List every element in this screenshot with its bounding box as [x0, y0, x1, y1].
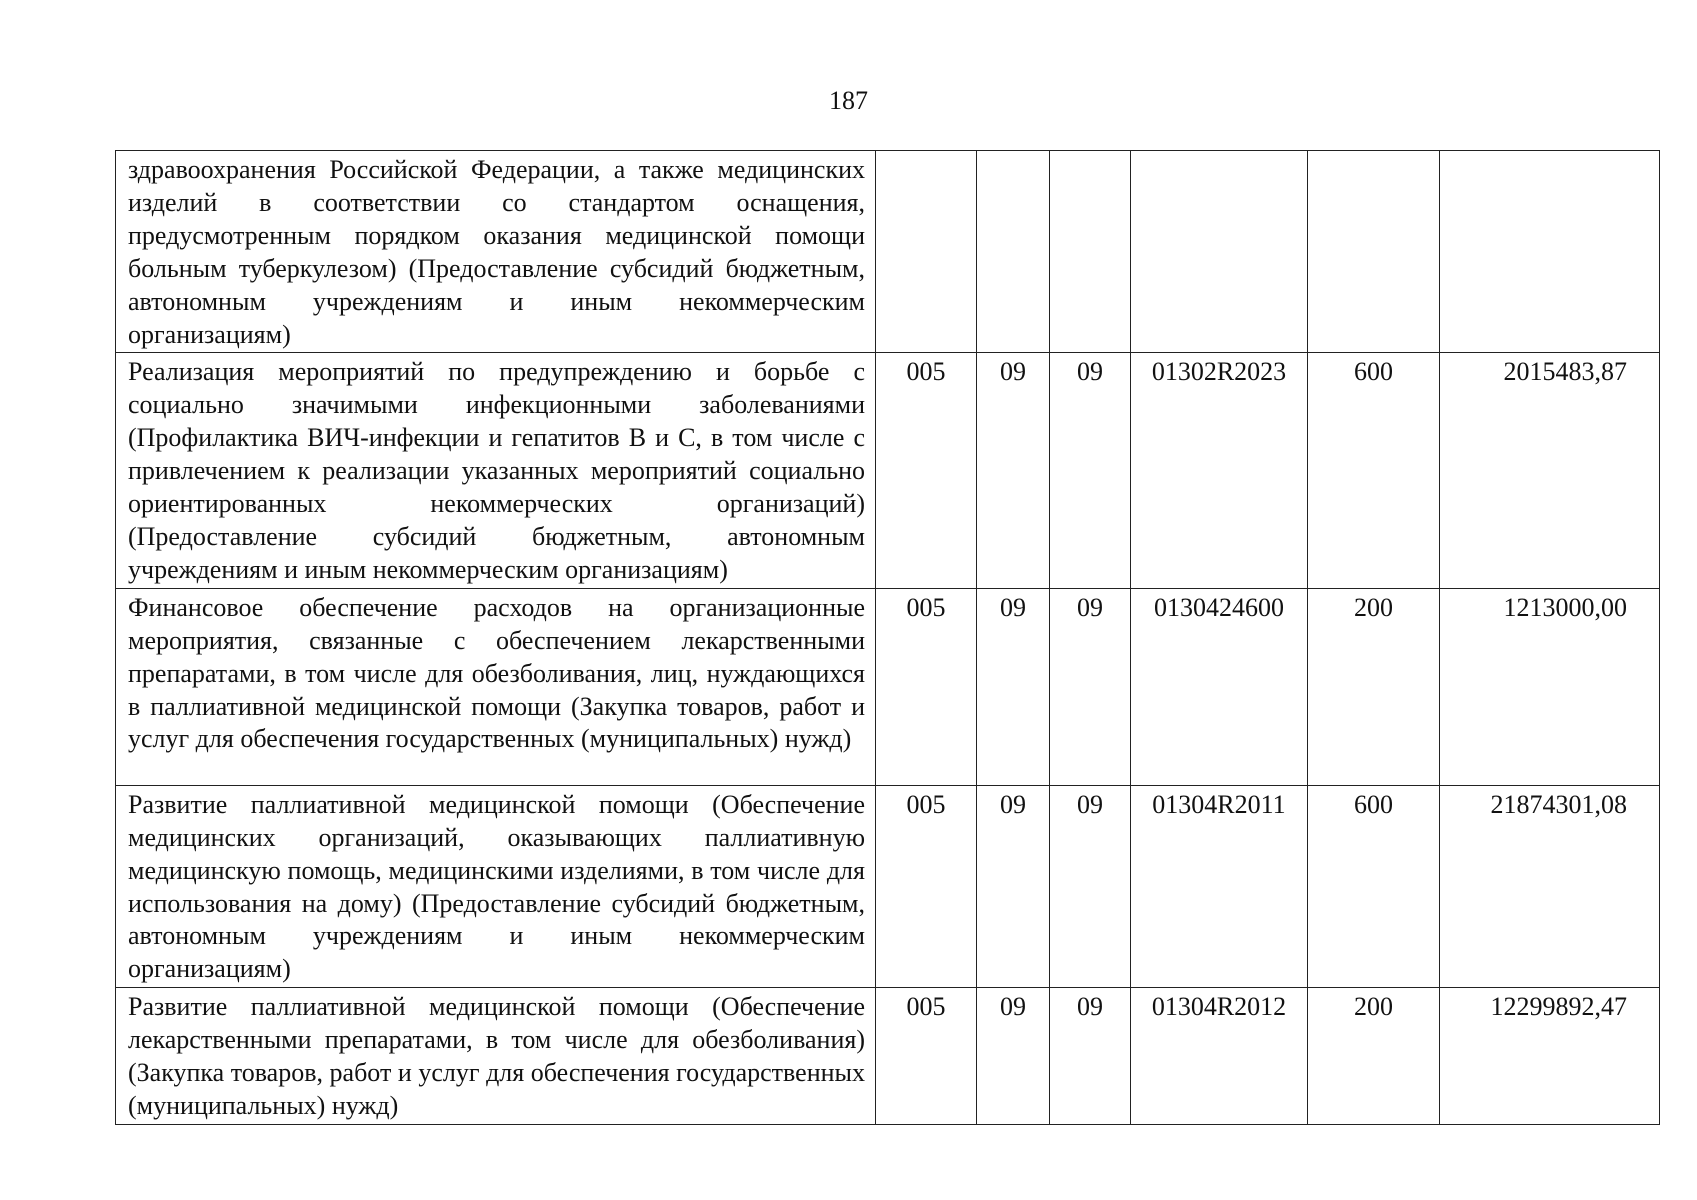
row-description: Развитие паллиативной медицинской помощи (Обеспечение медицинских организаций, оказывающих паллиативную медицинскую помощь, медицинскими изделиями, в том числе для использования на дому) (Предоставление субсидий бюджетным, автономным учреждениям и иным некоммерческим организациям)	[116, 785, 876, 987]
section-code	[977, 151, 1050, 353]
amount: 21874301,08	[1440, 785, 1660, 987]
section-code: 09	[977, 988, 1050, 1125]
table-row	[116, 588, 1660, 785]
ministry-code	[876, 151, 977, 353]
expense-type-code: 600	[1308, 785, 1440, 987]
section-code: 09	[977, 785, 1050, 987]
amount: 2015483,87	[1440, 353, 1660, 588]
row-description: Развитие паллиативной медицинской помощи (Обеспечение лекарственными препаратами, в том числе для обезболивания) (Закупка товаров, работ и услуг для обеспечения государственных (муниципальных) нужд)	[116, 988, 876, 1125]
subsection-code	[1050, 151, 1131, 353]
page-number: 187	[829, 86, 868, 115]
subsection-code: 09	[1050, 588, 1131, 785]
row-description: Реализация мероприятий по предупреждению и борьбе с социально значимыми инфекционными заболеваниями (Профилактика ВИЧ-инфекции и гепатитов В и С, в том числе с привлечением к реализации указанных мероприятий социально ориентированных некоммерческих организаций) (Предоставление субсидий бюджетным, автономным учреждениям и иным некоммерческим организациям)	[116, 353, 876, 588]
target-article-code: 01302R2023	[1131, 353, 1308, 588]
expense-type-code: 200	[1308, 988, 1440, 1125]
expense-type-code: 200	[1308, 588, 1440, 785]
amount	[1440, 151, 1660, 353]
target-article-code: 01304R2012	[1131, 988, 1308, 1125]
budget-table	[115, 150, 1660, 1125]
ministry-code: 005	[876, 988, 977, 1125]
subsection-code: 09	[1050, 988, 1131, 1125]
row-description: здравоохранения Российской Федерации, а также медицинских изделий в соответствии со стандартом оснащения, предусмотренным порядком оказания медицинской помощи больным туберкулезом) (Предоставление субсидий бюджетным, автономным учреждениям и иным некоммерческим организациям)	[116, 151, 876, 353]
ministry-code: 005	[876, 588, 977, 785]
table-row	[116, 785, 1660, 987]
ministry-code: 005	[876, 353, 977, 588]
amount: 12299892,47	[1440, 988, 1660, 1125]
expense-type-code: 600	[1308, 353, 1440, 588]
target-article-code: 01304R2011	[1131, 785, 1308, 987]
table-row	[116, 988, 1660, 1125]
subsection-code: 09	[1050, 353, 1131, 588]
row-description: Финансовое обеспечение расходов на организационные мероприятия, связанные с обеспечением лекарственными препаратами, в том числе для обезболивания, лиц, нуждающихся в паллиативной медицинской помощи (Закупка товаров, работ и услуг для обеспечения государственных (муниципальных) нужд)	[116, 588, 876, 785]
ministry-code: 005	[876, 785, 977, 987]
expense-type-code	[1308, 151, 1440, 353]
table-row	[116, 151, 1660, 353]
section-code: 09	[977, 588, 1050, 785]
target-article-code: 0130424600	[1131, 588, 1308, 785]
table-row	[116, 353, 1660, 588]
subsection-code: 09	[1050, 785, 1131, 987]
section-code: 09	[977, 353, 1050, 588]
target-article-code	[1131, 151, 1308, 353]
amount: 1213000,00	[1440, 588, 1660, 785]
